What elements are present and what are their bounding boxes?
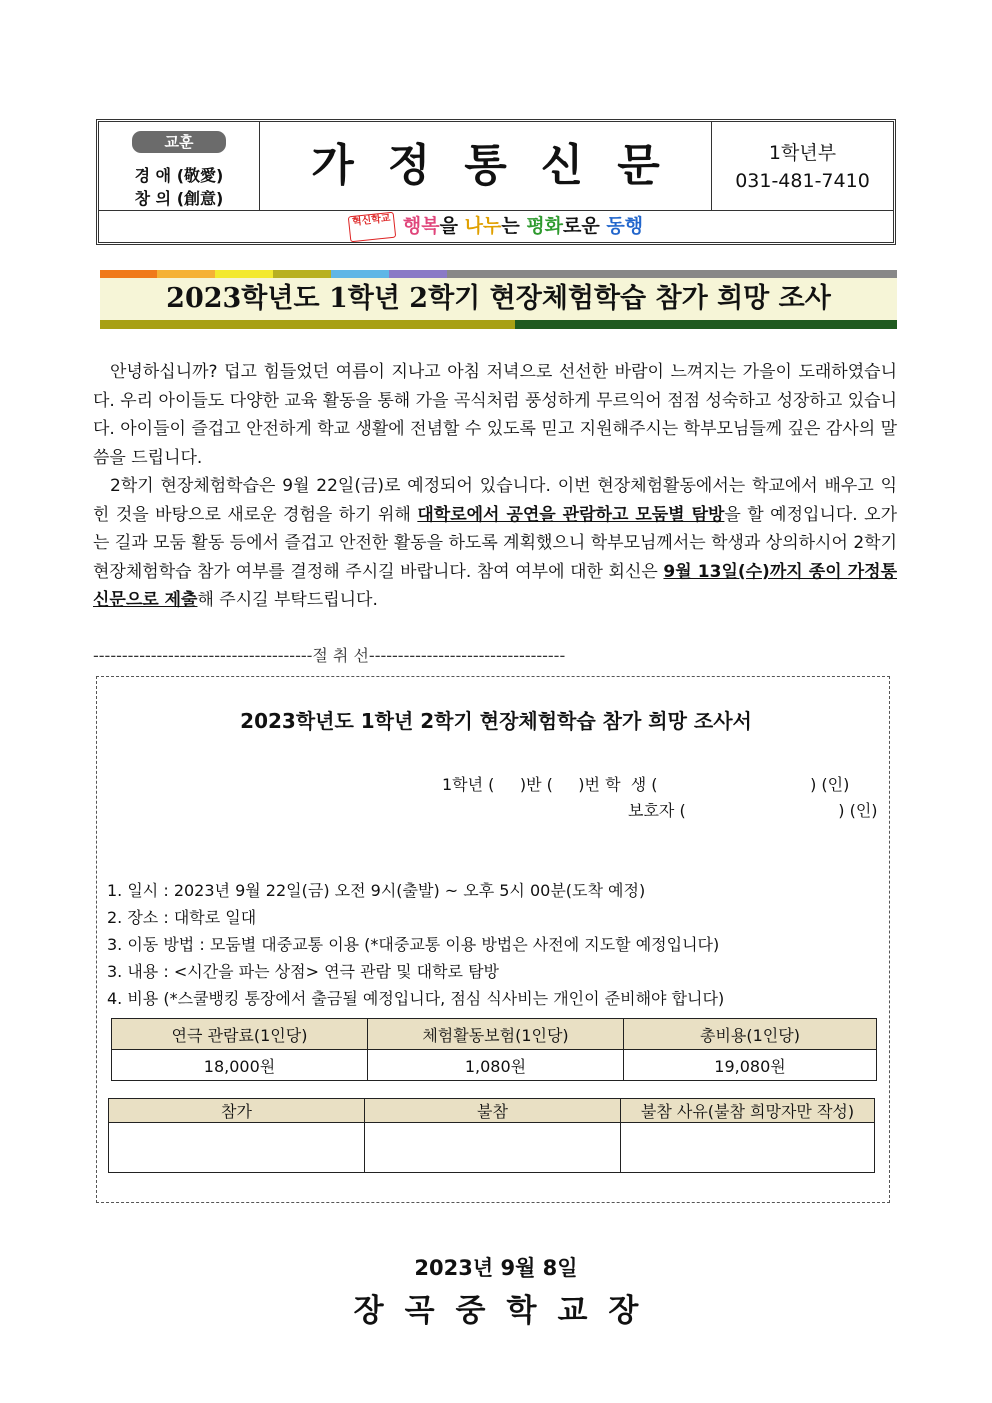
slogan-particle-2: 는 — [501, 215, 527, 237]
issue-date: 2023년 9월 8일 — [414, 1256, 578, 1280]
details-text-c: 을 할 예정입니다. 오가는 길과 모둠 활동 등에서 즐겁고 안전한 활동을 하도록 계획했으니 학부모님께서는 학생과 상의하시어 2학기 현장체험학습 참가 여부를 결정해 주시길 바랍니다. 참여 여부에 대한 회신은 — [93, 504, 897, 582]
banner-color-segment — [215, 270, 273, 278]
greeting-paragraph: 안녕하십니까? 덥고 힘들었던 여름이 지나고 아침 저녁으로 선선한 바람이 느껴지는 가을이 도래하였습니다. 우리 아이들도 다양한 교육 활동을 통해 가을 곡식처럼 풍성하게 무르익어 점점 성숙하고 성장하고 있습니다. 아이들이 즐겁고 안전하게 학교 생활에 전념할 수 있도록 믿고 지원해주시는 학부모님들께 깊은 감사의 말씀을 드립니다. — [93, 362, 897, 468]
banner-color-segment — [331, 270, 389, 278]
cost-value-theater: 18,000원 — [112, 1050, 368, 1081]
info-item-transport: 3. 이동 방법 : 모둠별 대중교통 이용 (*대중교통 이용 방법은 사전에 지도할 예정입니다) — [107, 935, 720, 954]
answer-header-absent: 불참 — [365, 1099, 621, 1123]
school-motto-cell — [99, 122, 260, 210]
slogan-word-peace: 평화 — [526, 215, 564, 237]
banner-color-segment — [447, 270, 897, 278]
banner-color-segment — [157, 270, 215, 278]
details-highlight-deadline: 9월 13일(수)까지 종이 가정통신문으로 제출 — [93, 561, 897, 611]
cut-line: --------------------------------------절 취 선---------------------------------- — [93, 646, 566, 665]
principal-signature: 장곡중학교장 — [353, 1293, 660, 1329]
details-highlight-activity: 대학로에서 공연을 관람하고 모둠별 탐방 — [417, 504, 725, 525]
slogan-particle-3: 로운 — [563, 215, 607, 237]
department-phone: 031-481-7410 — [735, 170, 870, 192]
banner-bottom-segment — [515, 320, 897, 329]
department-name: 1학년부 — [768, 142, 837, 164]
cost-header-theater: 연극 관람료(1인당) — [112, 1019, 368, 1050]
answer-header-attend: 참가 — [109, 1099, 365, 1123]
info-item-date: 1. 일시 : 2023년 9월 22일(금) 오전 9시(출발) ~ 오후 5시 00분(도착 예정) — [107, 881, 646, 900]
school-slogan — [99, 210, 893, 242]
newsletter-title: 가정통신문 — [311, 140, 694, 191]
parent-info-line: 보호자 ( ) (인) — [628, 801, 878, 820]
cost-value-insurance: 1,080원 — [368, 1050, 624, 1081]
survey-form-title: 2023학년도 1학년 2학기 현장체험학습 참가 희망 조사서 — [240, 709, 752, 733]
cost-value-total: 19,080원 — [624, 1050, 877, 1081]
student-info-line: 1학년 ( )반 ( )번 학 생 ( ) (인) — [442, 775, 850, 794]
innovation-school-stamp: 혁신학교 — [348, 211, 396, 242]
cost-header-total: 총비용(1인당) — [624, 1019, 877, 1050]
header-top-row — [99, 122, 893, 211]
details-paragraph — [93, 472, 897, 615]
banner-color-segment — [273, 270, 331, 278]
slogan-word-share: 나누 — [464, 215, 502, 237]
motto-line-1: 경 애 (敬愛) — [134, 166, 224, 185]
details-text-a: 2학기 현장체험학습은 9월 22일(금)로 예정되어 있습니다. 이번 현장체험활동에서는 학교에서 배우고 익힌 것을 바탕으로 새로운 경험을 하기 위해 — [93, 476, 897, 525]
banner-color-segment — [389, 270, 447, 278]
motto-badge: 교훈 — [132, 131, 226, 153]
cost-table — [111, 1018, 877, 1081]
department-cell — [711, 122, 893, 210]
info-item-place: 2. 장소 : 대학로 일대 — [107, 908, 257, 927]
banner-title: 2023학년도 1학년 2학기 현장체험학습 참가 희망 조사 — [100, 278, 897, 320]
banner-color-segment — [100, 270, 157, 278]
newsletter-header — [96, 119, 896, 245]
banner-bottom-segment — [100, 320, 515, 329]
attendance-answer-table — [108, 1098, 875, 1173]
cost-header-insurance: 체험활동보험(1인당) — [368, 1019, 624, 1050]
info-item-content: 3. 내용 : <시간을 파는 상점> 연극 관람 및 대학로 탐방 — [107, 962, 499, 981]
slogan-word-happiness: 행복 — [402, 215, 440, 237]
info-item-cost: 4. 비용 (*스쿨뱅킹 통장에서 출금될 예정입니다, 점심 식사비는 개인이 준비해야 합니다) — [107, 989, 725, 1008]
motto-line-2: 창 의 (創意) — [134, 189, 224, 208]
answer-header-reason: 불참 사유(불참 희망자만 작성) — [621, 1099, 875, 1123]
answer-cell-absent[interactable] — [365, 1123, 621, 1173]
answer-cell-attend[interactable] — [109, 1123, 365, 1173]
answer-cell-reason[interactable] — [621, 1123, 875, 1173]
slogan-particle-1: 을 — [439, 215, 465, 237]
slogan-word-companion: 동행 — [606, 215, 644, 237]
details-text-e: 해 주시길 부탁드립니다. — [197, 590, 378, 611]
